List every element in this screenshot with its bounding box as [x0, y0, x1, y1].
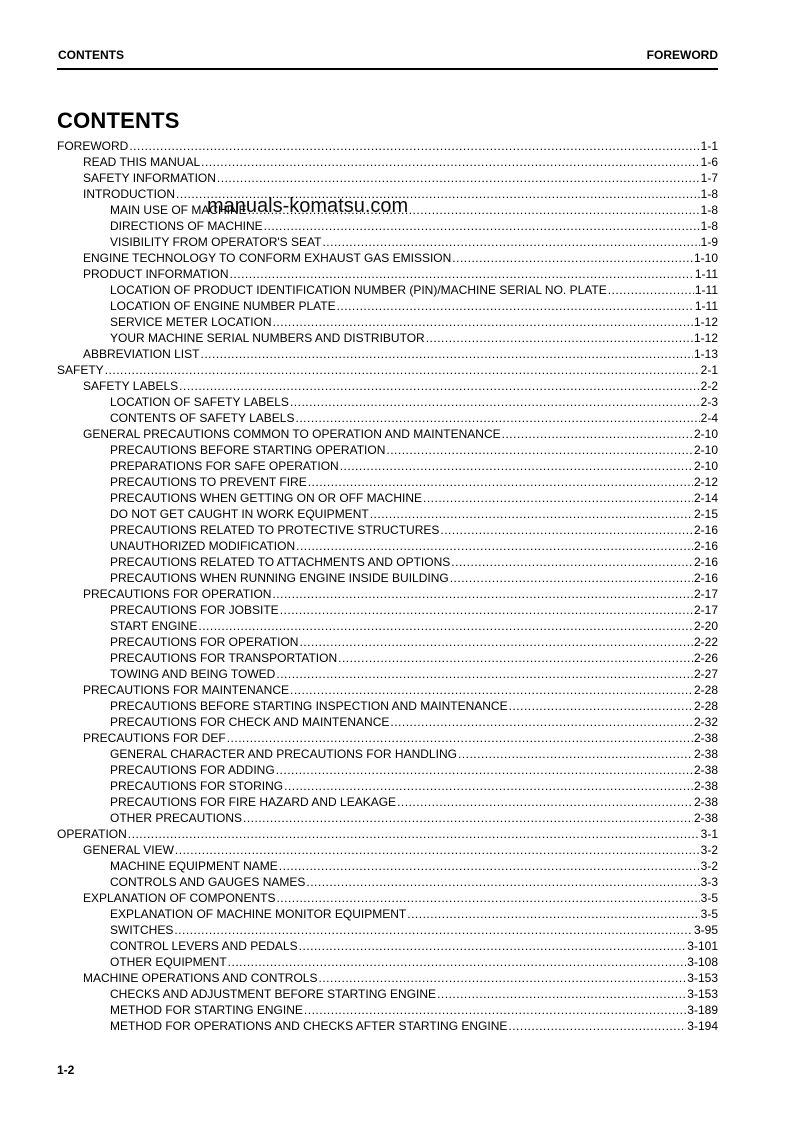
toc-dot-leader	[306, 874, 699, 890]
toc-dot-leader	[450, 570, 693, 586]
toc-entry-title: VISIBILITY FROM OPERATOR'S SEAT	[110, 235, 322, 249]
toc-entry[interactable]	[57, 890, 718, 906]
toc-dot-leader	[337, 298, 694, 314]
toc-entry-page: 3-5	[700, 891, 718, 905]
toc-dot-leader	[284, 778, 693, 794]
toc-entry[interactable]	[57, 810, 718, 826]
toc-dot-leader	[338, 650, 693, 666]
toc-dot-leader	[296, 410, 700, 426]
toc-entry[interactable]	[57, 234, 718, 250]
toc-entry-title: SERVICE METER LOCATION	[110, 315, 272, 329]
toc-entry-title: CONTROLS AND GAUGES NAMES	[110, 875, 306, 889]
toc-dot-leader	[340, 458, 693, 474]
toc-entry[interactable]	[57, 858, 718, 874]
toc-entry-title: METHOD FOR STARTING ENGINE	[110, 1003, 303, 1017]
toc-entry-page: 1-6	[700, 155, 718, 169]
toc-entry-page: 2-26	[693, 651, 718, 665]
toc-entry-page: 2-15	[693, 507, 718, 521]
toc-entry-page: 2-27	[693, 667, 718, 681]
toc-dot-leader	[276, 666, 693, 682]
toc-entry[interactable]	[57, 266, 718, 282]
toc-dot-leader	[370, 506, 693, 522]
toc-dot-leader	[509, 698, 693, 714]
toc-entry[interactable]	[57, 842, 718, 858]
toc-entry-title: GENERAL PRECAUTIONS COMMON TO OPERATION AND MAINTENANCE	[83, 427, 501, 441]
toc-entry[interactable]	[57, 554, 718, 570]
toc-entry[interactable]	[57, 714, 718, 730]
toc-entry-title: PRODUCT INFORMATION	[83, 267, 229, 281]
toc-entry[interactable]	[57, 538, 718, 554]
toc-entry-title: OTHER PRECAUTIONS	[110, 811, 243, 825]
toc-dot-leader	[304, 1002, 686, 1018]
toc-entry-title: READ THIS MANUAL	[83, 155, 201, 169]
toc-entry-title: CONTENTS OF SAFETY LABELS	[110, 411, 295, 425]
toc-entry-page: 1-11	[694, 267, 718, 281]
toc-entry-title: PRECAUTIONS FOR STORING	[110, 779, 284, 793]
toc-entry-page: 1-12	[693, 331, 718, 345]
toc-dot-leader	[397, 794, 693, 810]
toc-entry-title: PRECAUTIONS FOR MAINTENANCE	[83, 683, 290, 697]
toc-entry[interactable]	[57, 746, 718, 762]
toc-entry-page: 1-8	[700, 219, 718, 233]
toc-dot-leader	[290, 682, 693, 698]
toc-entry-title: SWITCHES	[110, 923, 174, 937]
toc-dot-leader	[273, 314, 693, 330]
toc-entry[interactable]	[57, 138, 718, 154]
toc-entry-title: EXPLANATION OF COMPONENTS	[83, 891, 276, 905]
toc-entry-page: 3-3	[700, 875, 718, 889]
toc-entry-title: PRECAUTIONS FOR CHECK AND MAINTENANCE	[110, 715, 390, 729]
toc-entry-title: GENERAL CHARACTER AND PRECAUTIONS FOR HANDLING	[110, 747, 457, 761]
toc-entry-page: 2-10	[693, 459, 718, 473]
toc-entry-page: 2-28	[693, 699, 718, 713]
toc-entry-page: 2-38	[693, 763, 718, 777]
running-header-right: FOREWORD	[646, 48, 718, 62]
toc-entry[interactable]	[57, 490, 718, 506]
toc-entry[interactable]	[57, 570, 718, 586]
toc-entry[interactable]	[57, 874, 718, 890]
toc-entry-title: SAFETY LABELS	[83, 379, 179, 393]
toc-dot-leader	[437, 986, 686, 1002]
toc-entry-title: PRECAUTIONS WHEN RUNNING ENGINE INSIDE BUILDING	[110, 571, 449, 585]
toc-dot-leader	[508, 1018, 686, 1034]
toc-entry[interactable]	[57, 426, 718, 442]
toc-entry[interactable]	[57, 378, 718, 394]
toc-entry[interactable]	[57, 618, 718, 634]
toc-dot-leader	[502, 426, 693, 442]
toc-entry-page: 2-3	[700, 395, 718, 409]
toc-entry[interactable]	[57, 762, 718, 778]
toc-entry-page: 2-38	[693, 747, 718, 761]
toc-entry[interactable]	[57, 250, 718, 266]
toc-entry-page: 3-5	[700, 907, 718, 921]
toc-entry-page: 3-153	[687, 971, 718, 985]
toc-entry-title: TOWING AND BEING TOWED	[110, 667, 276, 681]
toc-entry[interactable]	[57, 1002, 718, 1018]
toc-entry[interactable]	[57, 506, 718, 522]
toc-dot-leader	[290, 394, 700, 410]
toc-dot-leader	[175, 842, 700, 858]
toc-entry-title: METHOD FOR OPERATIONS AND CHECKS AFTER STARTING ENGINE	[110, 1019, 508, 1033]
toc-dot-leader	[423, 490, 693, 506]
toc-entry-title: ABBREVIATION LIST	[83, 347, 200, 361]
toc-entry-title: PRECAUTIONS FOR OPERATION	[83, 587, 272, 601]
toc-entry-page: 3-1	[700, 827, 718, 841]
toc-entry-page: 2-17	[693, 587, 718, 601]
toc-dot-leader	[179, 378, 700, 394]
toc-entry[interactable]	[57, 170, 718, 186]
table-of-contents	[57, 138, 718, 1034]
toc-dot-leader	[228, 954, 687, 970]
toc-entry-page: 3-2	[700, 859, 718, 873]
toc-dot-leader	[608, 282, 694, 298]
toc-dot-leader	[451, 554, 693, 570]
header-rule	[57, 68, 718, 70]
page-number: 1-2	[57, 1063, 75, 1077]
toc-entry[interactable]	[57, 730, 718, 746]
toc-entry[interactable]	[57, 522, 718, 538]
toc-entry-page: 2-38	[693, 811, 718, 825]
toc-dot-leader	[299, 634, 693, 650]
toc-dot-leader	[128, 826, 700, 842]
toc-entry[interactable]	[57, 682, 718, 698]
toc-entry-title: PRECAUTIONS BEFORE STARTING INSPECTION AND MAINTENANCE	[110, 699, 508, 713]
toc-entry-page: 3-153	[687, 987, 718, 1001]
toc-entry-page: 2-14	[693, 491, 718, 505]
toc-entry-title: LOCATION OF ENGINE NUMBER PLATE	[110, 299, 336, 313]
toc-dot-leader	[458, 746, 693, 762]
toc-dot-leader	[440, 522, 693, 538]
toc-entry-title: PRECAUTIONS RELATED TO PROTECTIVE STRUCTURES	[110, 523, 440, 537]
toc-entry-page: 2-38	[693, 795, 718, 809]
toc-entry-page: 2-38	[693, 779, 718, 793]
toc-entry[interactable]	[57, 666, 718, 682]
toc-entry[interactable]	[57, 602, 718, 618]
toc-entry-title: SAFETY	[57, 363, 104, 377]
toc-entry-title: PRECAUTIONS WHEN GETTING ON OR OFF MACHINE	[110, 491, 423, 505]
toc-entry-title: FOREWORD	[57, 139, 129, 153]
toc-entry-page: 2-38	[693, 731, 718, 745]
toc-entry[interactable]	[57, 1018, 718, 1034]
toc-entry-page: 1-12	[693, 315, 718, 329]
toc-dot-leader	[322, 234, 699, 250]
toc-entry[interactable]	[57, 298, 718, 314]
toc-entry-title: MAIN USE OF MACHINE	[110, 203, 247, 217]
toc-entry[interactable]	[57, 410, 718, 426]
toc-entry[interactable]	[57, 826, 718, 842]
toc-entry-page: 2-12	[693, 475, 718, 489]
toc-dot-leader	[386, 442, 693, 458]
toc-entry-page: 1-8	[700, 203, 718, 217]
toc-dot-leader	[217, 170, 700, 186]
toc-entry-page: 2-17	[693, 603, 718, 617]
toc-dot-leader	[243, 810, 693, 826]
toc-entry-title: ENGINE TECHNOLOGY TO CONFORM EXHAUST GAS EMISSION	[83, 251, 452, 265]
toc-entry-page: 2-10	[693, 427, 718, 441]
toc-entry[interactable]	[57, 442, 718, 458]
toc-entry-page: 1-1	[700, 139, 718, 153]
toc-entry[interactable]	[57, 586, 718, 602]
toc-dot-leader	[174, 922, 693, 938]
toc-entry-title: LOCATION OF SAFETY LABELS	[110, 395, 289, 409]
toc-entry-title: LOCATION OF PRODUCT IDENTIFICATION NUMBER (PIN)/MACHINE SERIAL NO. PLATE	[110, 283, 607, 297]
toc-entry-title: PRECAUTIONS FOR DEF	[83, 731, 226, 745]
toc-entry-page: 2-16	[693, 555, 718, 569]
toc-dot-leader	[264, 218, 700, 234]
toc-entry-page: 3-95	[693, 923, 718, 937]
toc-entry[interactable]	[57, 970, 718, 986]
toc-entry-page: 1-13	[693, 347, 718, 361]
toc-entry-title: MACHINE OPERATIONS AND CONTROLS	[83, 971, 318, 985]
toc-entry-title: PRECAUTIONS RELATED TO ATTACHMENTS AND OPTIONS	[110, 555, 451, 569]
toc-entry-page: 1-11	[694, 299, 718, 313]
toc-entry-title: PRECAUTIONS FOR JOBSITE	[110, 603, 279, 617]
toc-entry-page: 2-1	[700, 363, 718, 377]
toc-dot-leader	[280, 602, 693, 618]
toc-entry-page: 3-101	[687, 939, 718, 953]
toc-entry-page: 2-2	[700, 379, 718, 393]
toc-entry-page: 2-22	[693, 635, 718, 649]
toc-dot-leader	[407, 906, 699, 922]
toc-entry-title: SAFETY INFORMATION	[83, 171, 216, 185]
toc-entry[interactable]	[57, 634, 718, 650]
toc-entry-title: MACHINE EQUIPMENT NAME	[110, 859, 278, 873]
toc-entry[interactable]	[57, 154, 718, 170]
toc-entry-title: PRECAUTIONS TO PREVENT FIRE	[110, 475, 307, 489]
toc-entry[interactable]	[57, 954, 718, 970]
toc-entry-page: 2-10	[693, 443, 718, 457]
toc-dot-leader	[279, 858, 700, 874]
toc-entry[interactable]	[57, 346, 718, 362]
toc-entry-title: PRECAUTIONS FOR OPERATION	[110, 635, 299, 649]
toc-dot-leader	[200, 346, 692, 362]
toc-entry-page: 2-16	[693, 571, 718, 585]
toc-entry-title: PRECAUTIONS FOR ADDING	[110, 763, 275, 777]
toc-dot-leader	[452, 250, 693, 266]
toc-entry[interactable]	[57, 218, 718, 234]
toc-entry[interactable]	[57, 314, 718, 330]
toc-dot-leader	[299, 938, 687, 954]
toc-entry-title: PRECAUTIONS BEFORE STARTING OPERATION	[110, 443, 386, 457]
toc-entry-page: 1-10	[693, 251, 718, 265]
toc-entry-title: DO NOT GET CAUGHT IN WORK EQUIPMENT	[110, 507, 369, 521]
toc-entry-page: 1-9	[700, 235, 718, 249]
toc-entry-page: 2-16	[693, 539, 718, 553]
toc-entry-page: 2-16	[693, 523, 718, 537]
toc-entry[interactable]	[57, 698, 718, 714]
toc-entry-title: OPERATION	[57, 827, 127, 841]
toc-entry-title: PRECAUTIONS FOR FIRE HAZARD AND LEAKAGE	[110, 795, 397, 809]
toc-dot-leader	[198, 618, 693, 634]
toc-dot-leader	[308, 474, 693, 490]
toc-dot-leader	[276, 890, 699, 906]
toc-entry[interactable]	[57, 794, 718, 810]
toc-entry-title: DIRECTIONS OF MACHINE	[110, 219, 263, 233]
toc-entry-title: CHECKS AND ADJUSTMENT BEFORE STARTING ENGINE	[110, 987, 437, 1001]
toc-entry-page: 2-28	[693, 683, 718, 697]
toc-entry-title: OTHER EQUIPMENT	[110, 955, 227, 969]
toc-dot-leader	[296, 538, 693, 554]
toc-entry-page: 1-11	[694, 283, 718, 297]
toc-entry-title: CONTROL LEVERS AND PEDALS	[110, 939, 298, 953]
toc-entry-title: EXPLANATION OF MACHINE MONITOR EQUIPMENT	[110, 907, 407, 921]
toc-entry[interactable]	[57, 650, 718, 666]
toc-dot-leader	[230, 266, 694, 282]
toc-entry[interactable]	[57, 906, 718, 922]
toc-entry[interactable]	[57, 778, 718, 794]
toc-entry[interactable]	[57, 362, 718, 378]
toc-entry-title: PREPARATIONS FOR SAFE OPERATION	[110, 459, 339, 473]
toc-entry-title: START ENGINE	[110, 619, 198, 633]
toc-entry[interactable]	[57, 394, 718, 410]
toc-dot-leader	[129, 138, 699, 154]
toc-entry-page: 2-4	[700, 411, 718, 425]
running-header-left: CONTENTS	[58, 48, 124, 62]
toc-dot-leader	[272, 586, 693, 602]
toc-entry[interactable]	[57, 330, 718, 346]
toc-entry-page: 1-8	[700, 187, 718, 201]
toc-dot-leader	[201, 154, 700, 170]
toc-entry-page: 3-194	[687, 1019, 718, 1033]
toc-entry-title: INTRODUCTION	[83, 187, 175, 201]
watermark: manuals-komatsu.com	[207, 195, 409, 217]
toc-entry[interactable]	[57, 474, 718, 490]
toc-entry-page: 2-32	[693, 715, 718, 729]
toc-entry[interactable]	[57, 938, 718, 954]
toc-dot-leader	[318, 970, 686, 986]
toc-entry-title: YOUR MACHINE SERIAL NUMBERS AND DISTRIBUTOR	[110, 331, 425, 345]
toc-entry-title: GENERAL VIEW	[83, 843, 174, 857]
toc-dot-leader	[105, 362, 700, 378]
toc-entry-title: PRECAUTIONS FOR TRANSPORTATION	[110, 651, 338, 665]
page-title: CONTENTS	[57, 108, 180, 133]
toc-dot-leader	[276, 762, 693, 778]
toc-entry-page: 1-7	[700, 171, 718, 185]
toc-entry-page: 3-189	[687, 1003, 718, 1017]
toc-entry[interactable]	[57, 986, 718, 1002]
toc-entry[interactable]	[57, 922, 718, 938]
toc-entry[interactable]	[57, 458, 718, 474]
toc-entry[interactable]	[57, 282, 718, 298]
toc-entry-title: UNAUTHORIZED MODIFICATION	[110, 539, 296, 553]
toc-dot-leader	[227, 730, 693, 746]
toc-dot-leader	[390, 714, 693, 730]
toc-entry-page: 3-108	[687, 955, 718, 969]
toc-dot-leader	[426, 330, 693, 346]
toc-entry-page: 3-2	[700, 843, 718, 857]
toc-entry-page: 2-20	[693, 619, 718, 633]
